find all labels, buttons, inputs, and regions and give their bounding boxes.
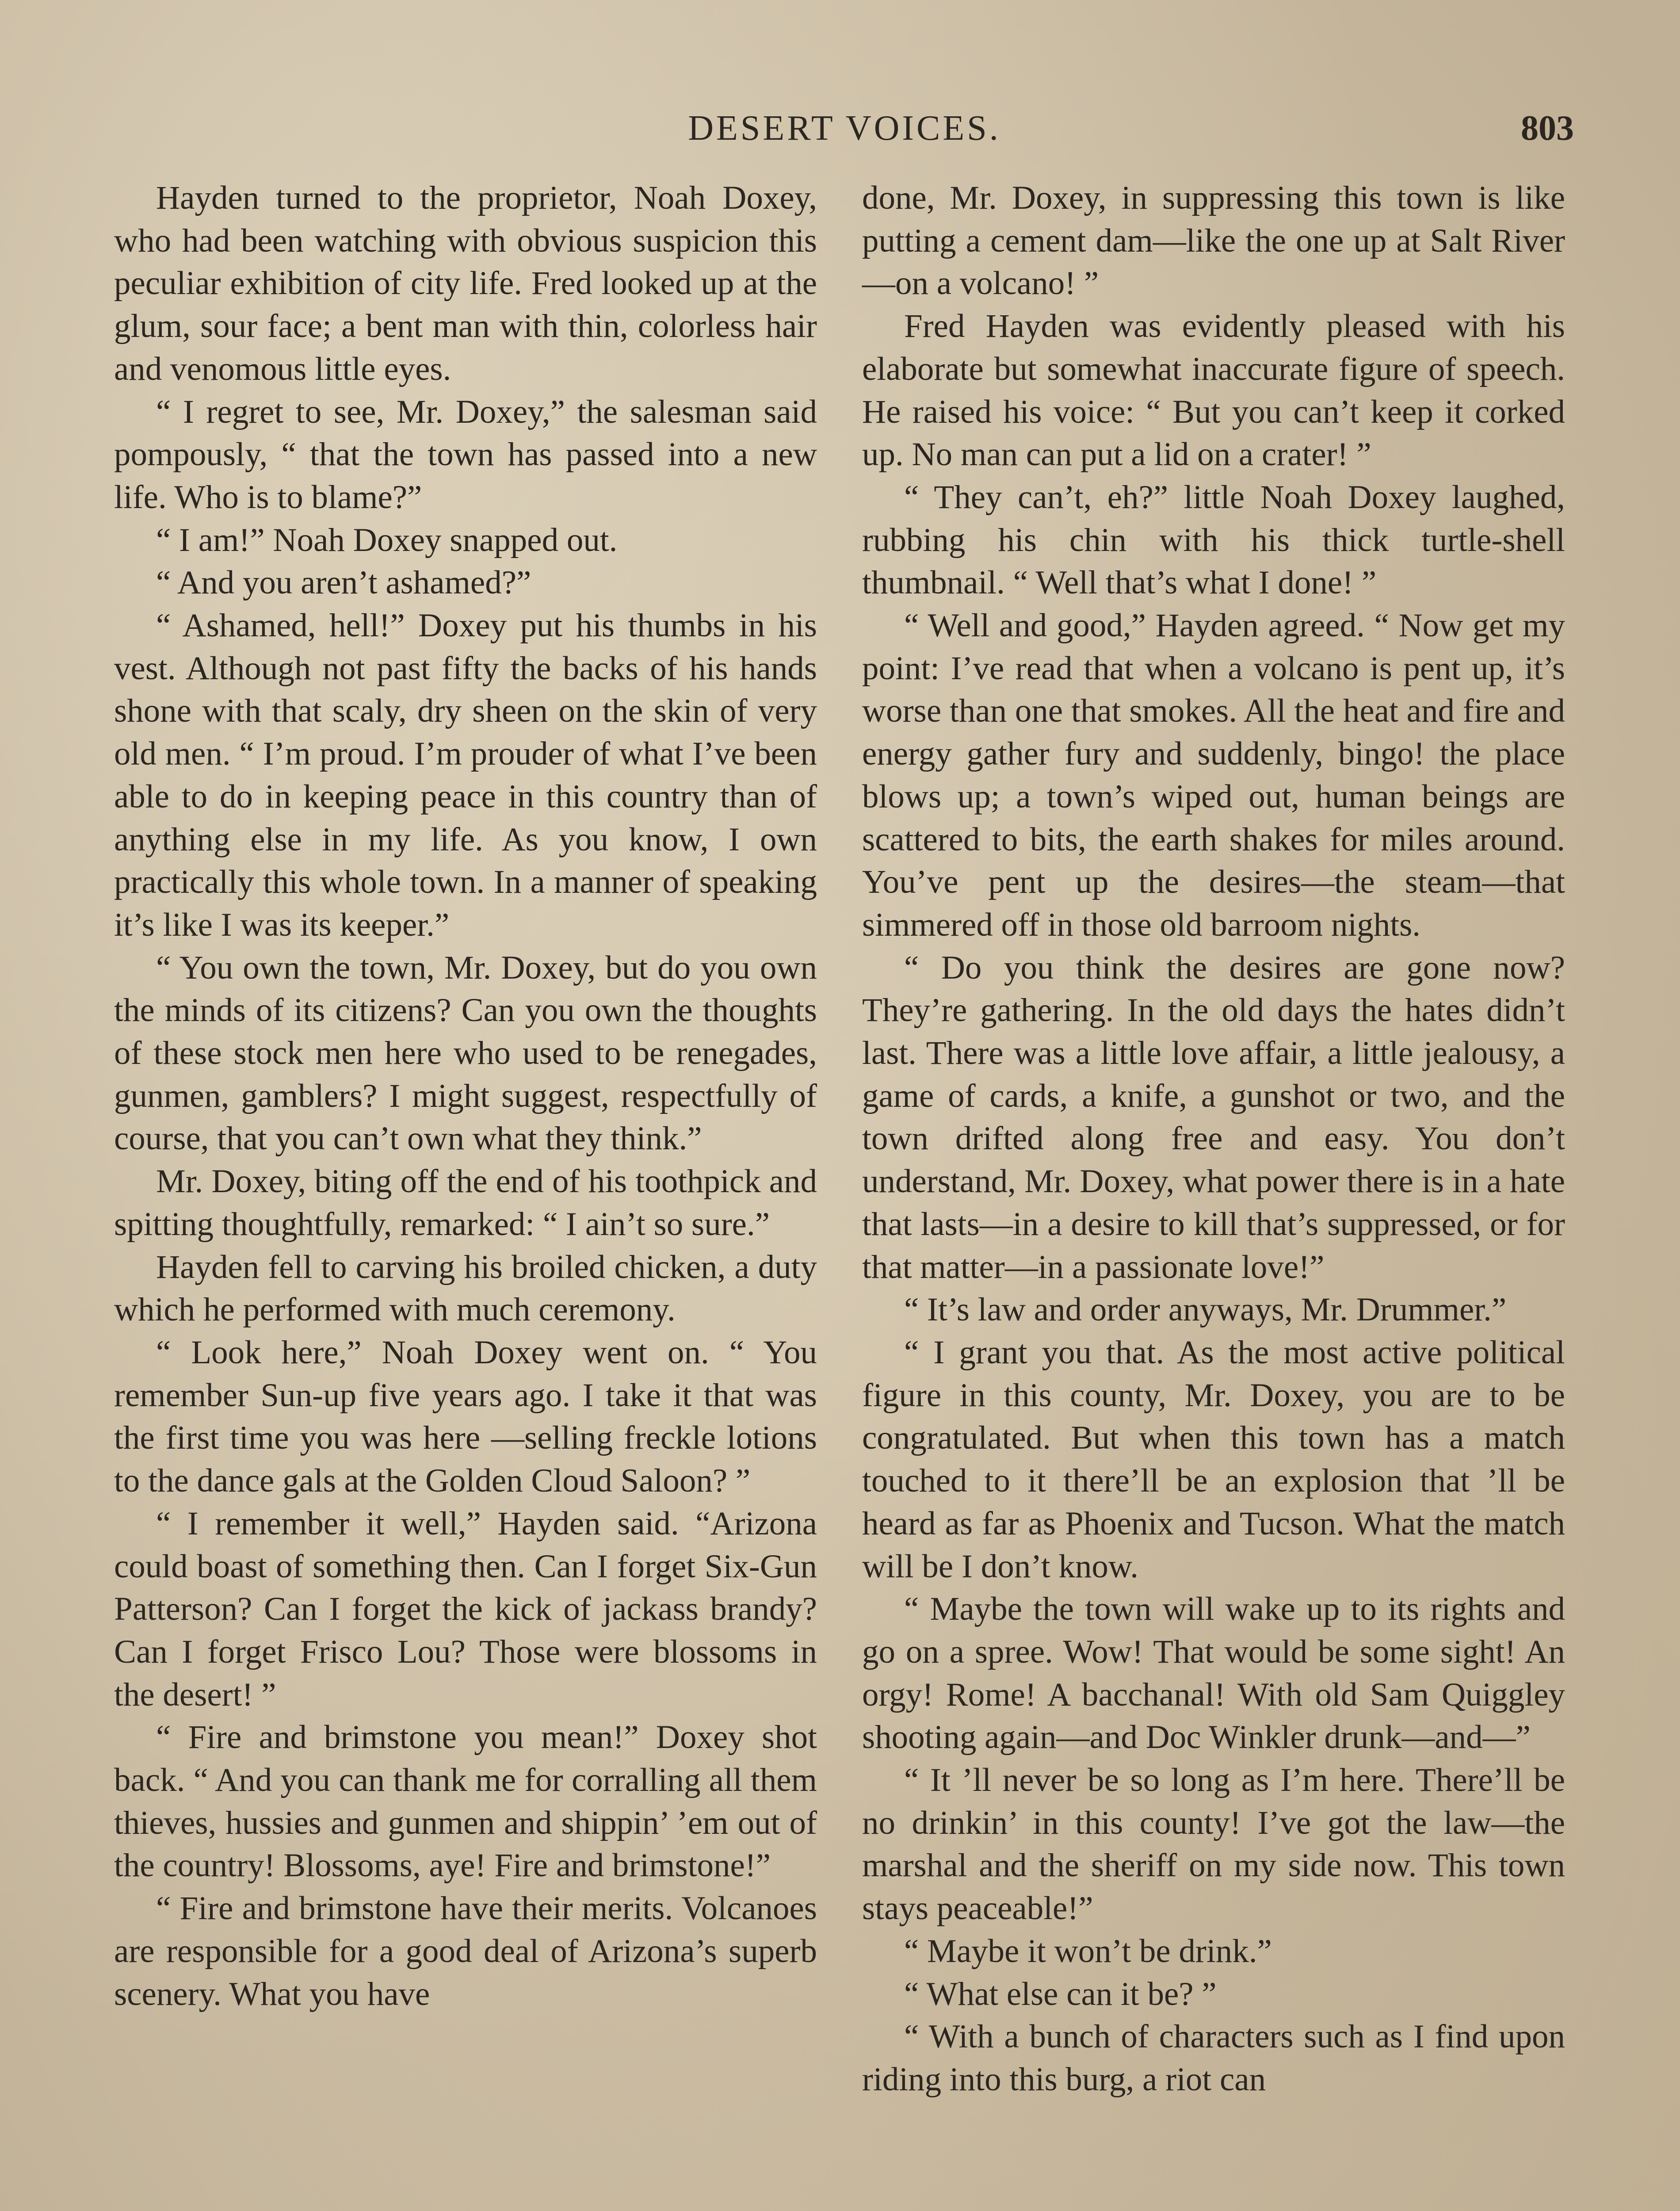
running-title: DESERT VOICES. [688, 109, 1001, 148]
paragraph: “ They can’t, eh?” little Noah Doxey laughed, rubbing his chin with his thick turtle-shell thumbnail. “ Well that’s what I done! ” [862, 478, 1565, 601]
left-column [114, 177, 817, 2211]
paragraph: Fred Hayden was evidently pleased with his elaborate but somewhat inaccurate figure of speech. He raised his voice: “ But you can’t keep it corked up. No man can put a lid on a crater! ” [862, 308, 1565, 473]
paragraph: “ Maybe the town will wake up to its rights and go on a spree. Wow! That would be some sight! An orgy! Rome! A bacchanal! With old Sam Quiggley shooting again—and Doc Winkler drunk—and—” [862, 1591, 1565, 1756]
running-head [115, 102, 1574, 155]
paragraph: “ I am!” Noah Doxey snapped out. [156, 521, 618, 558]
paragraph: “ It ’ll never be so long as I’m here. There’ll be no drinkin’ in this county! I’ve got the law—the marshal and the sheriff on my side now. This town stays peaceable!” [862, 1762, 1565, 1927]
paragraph: “ It’s law and order anyways, Mr. Drummer.” [904, 1291, 1507, 1328]
paragraph: “ I grant you that. As the most active political figure in this county, Mr. Doxey, you are to be congratulated. But when this town has a match touched to it there’ll be an explosion that ’ll be heard as far as Phoenix and Tucson. What the match will be I don’t know. [862, 1334, 1565, 1585]
paragraph: “ Maybe it won’t be drink.” [904, 1932, 1272, 1970]
paragraph: “ You own the town, Mr. Doxey, but do you own the minds of its citizens? Can you own the thoughts of these stock men here who used to be renegades, gunmen, gamblers? I might suggest, respectfully of course, that you can’t own what they think.” [114, 949, 817, 1157]
paragraph: “ Fire and brimstone have their merits. Volcanoes are responsible for a good deal of Arizona’s superb scenery. What you have [114, 1890, 817, 2012]
paragraph: Hayden turned to the proprietor, Noah Doxey, who had been watching with obvious suspicion this peculiar exhibition of city life. Fred looked up at the glum, sour face; a bent man with thin, colorless hair and venomous little eyes. [114, 180, 817, 387]
paragraph-continued: done, Mr. Doxey, in suppressing this town is like putting a cement dam—like the one up at Salt River—on a volcano! ” [862, 180, 1565, 302]
paragraph: “ Fire and brimstone you mean!” Doxey shot back. “ And you can thank me for corralling all them thieves, hussies and gunmen and shippin’ ’em out of the country! Blossoms, aye! Fire and brimstone!” [114, 1719, 817, 1884]
paragraph: “ With a bunch of characters such as I find upon riding into this burg, a riot can [862, 2018, 1565, 2098]
paragraph: “ I remember it well,” Hayden said. “Arizona could boast of something then. Can I forget Six-Gun Patterson? Can I forget the kick of jackass brandy? Can I forget Frisco Lou? Those were blossoms in the desert! ” [114, 1505, 817, 1713]
paragraph: Hayden fell to carving his broiled chicken, a duty which he performed with much ceremony. [114, 1248, 817, 1328]
paragraph: Mr. Doxey, biting off the end of his toothpick and spitting thoughtfully, remarked: “ I ain’t so sure.” [114, 1163, 817, 1243]
paragraph: “ Ashamed, hell!” Doxey put his thumbs in his vest. Although not past fifty the backs of his hands shone with that scaly, dry sheen on the skin of very old men. “ I’m proud. I’m prouder of what I’ve been able to do in keeping peace in this country than of anything else in my life. As you know, I own practically this whole town. In a manner of speaking it’s like I was its keeper.” [114, 607, 817, 943]
paragraph: “ Look here,” Noah Doxey went on. “ You remember Sun-up five years ago. I take it that was the first time you was here —selling freckle lotions to the dance gals at the Golden Cloud Saloon? ” [114, 1334, 817, 1500]
paragraph: “ Do you think the desires are gone now? They’re gathering. In the old days the hates didn’t last. There was a little love affair, a little jealousy, a game of cards, a knife, a gunshot or two, and the town drifted along free and easy. You don’t understand, Mr. Doxey, what power there is in a hate that lasts—in a desire to kill that’s suppressed, or for that matter—in a passionate love!” [862, 949, 1565, 1285]
right-column [862, 177, 1565, 2211]
paragraph: “ Well and good,” Hayden agreed. “ Now get my point: I’ve read that when a volcano is pent up, it’s worse than one that smokes. All the heat and fire and energy gather fury and suddenly, bingo! the place blows up; a town’s wiped out, human beings are scattered to bits, the earth shakes for miles around. You’ve pent up the desires—the steam—that simmered off in those old barroom nights. [862, 607, 1565, 943]
paragraph: “ And you aren’t ashamed?” [156, 564, 531, 601]
page-number: 803 [1521, 109, 1574, 148]
paragraph: “ What else can it be? ” [904, 1975, 1217, 2012]
paragraph: “ I regret to see, Mr. Doxey,” the salesman said pompously, “ that the town has passed into a new life. Who is to blame?” [114, 393, 817, 516]
